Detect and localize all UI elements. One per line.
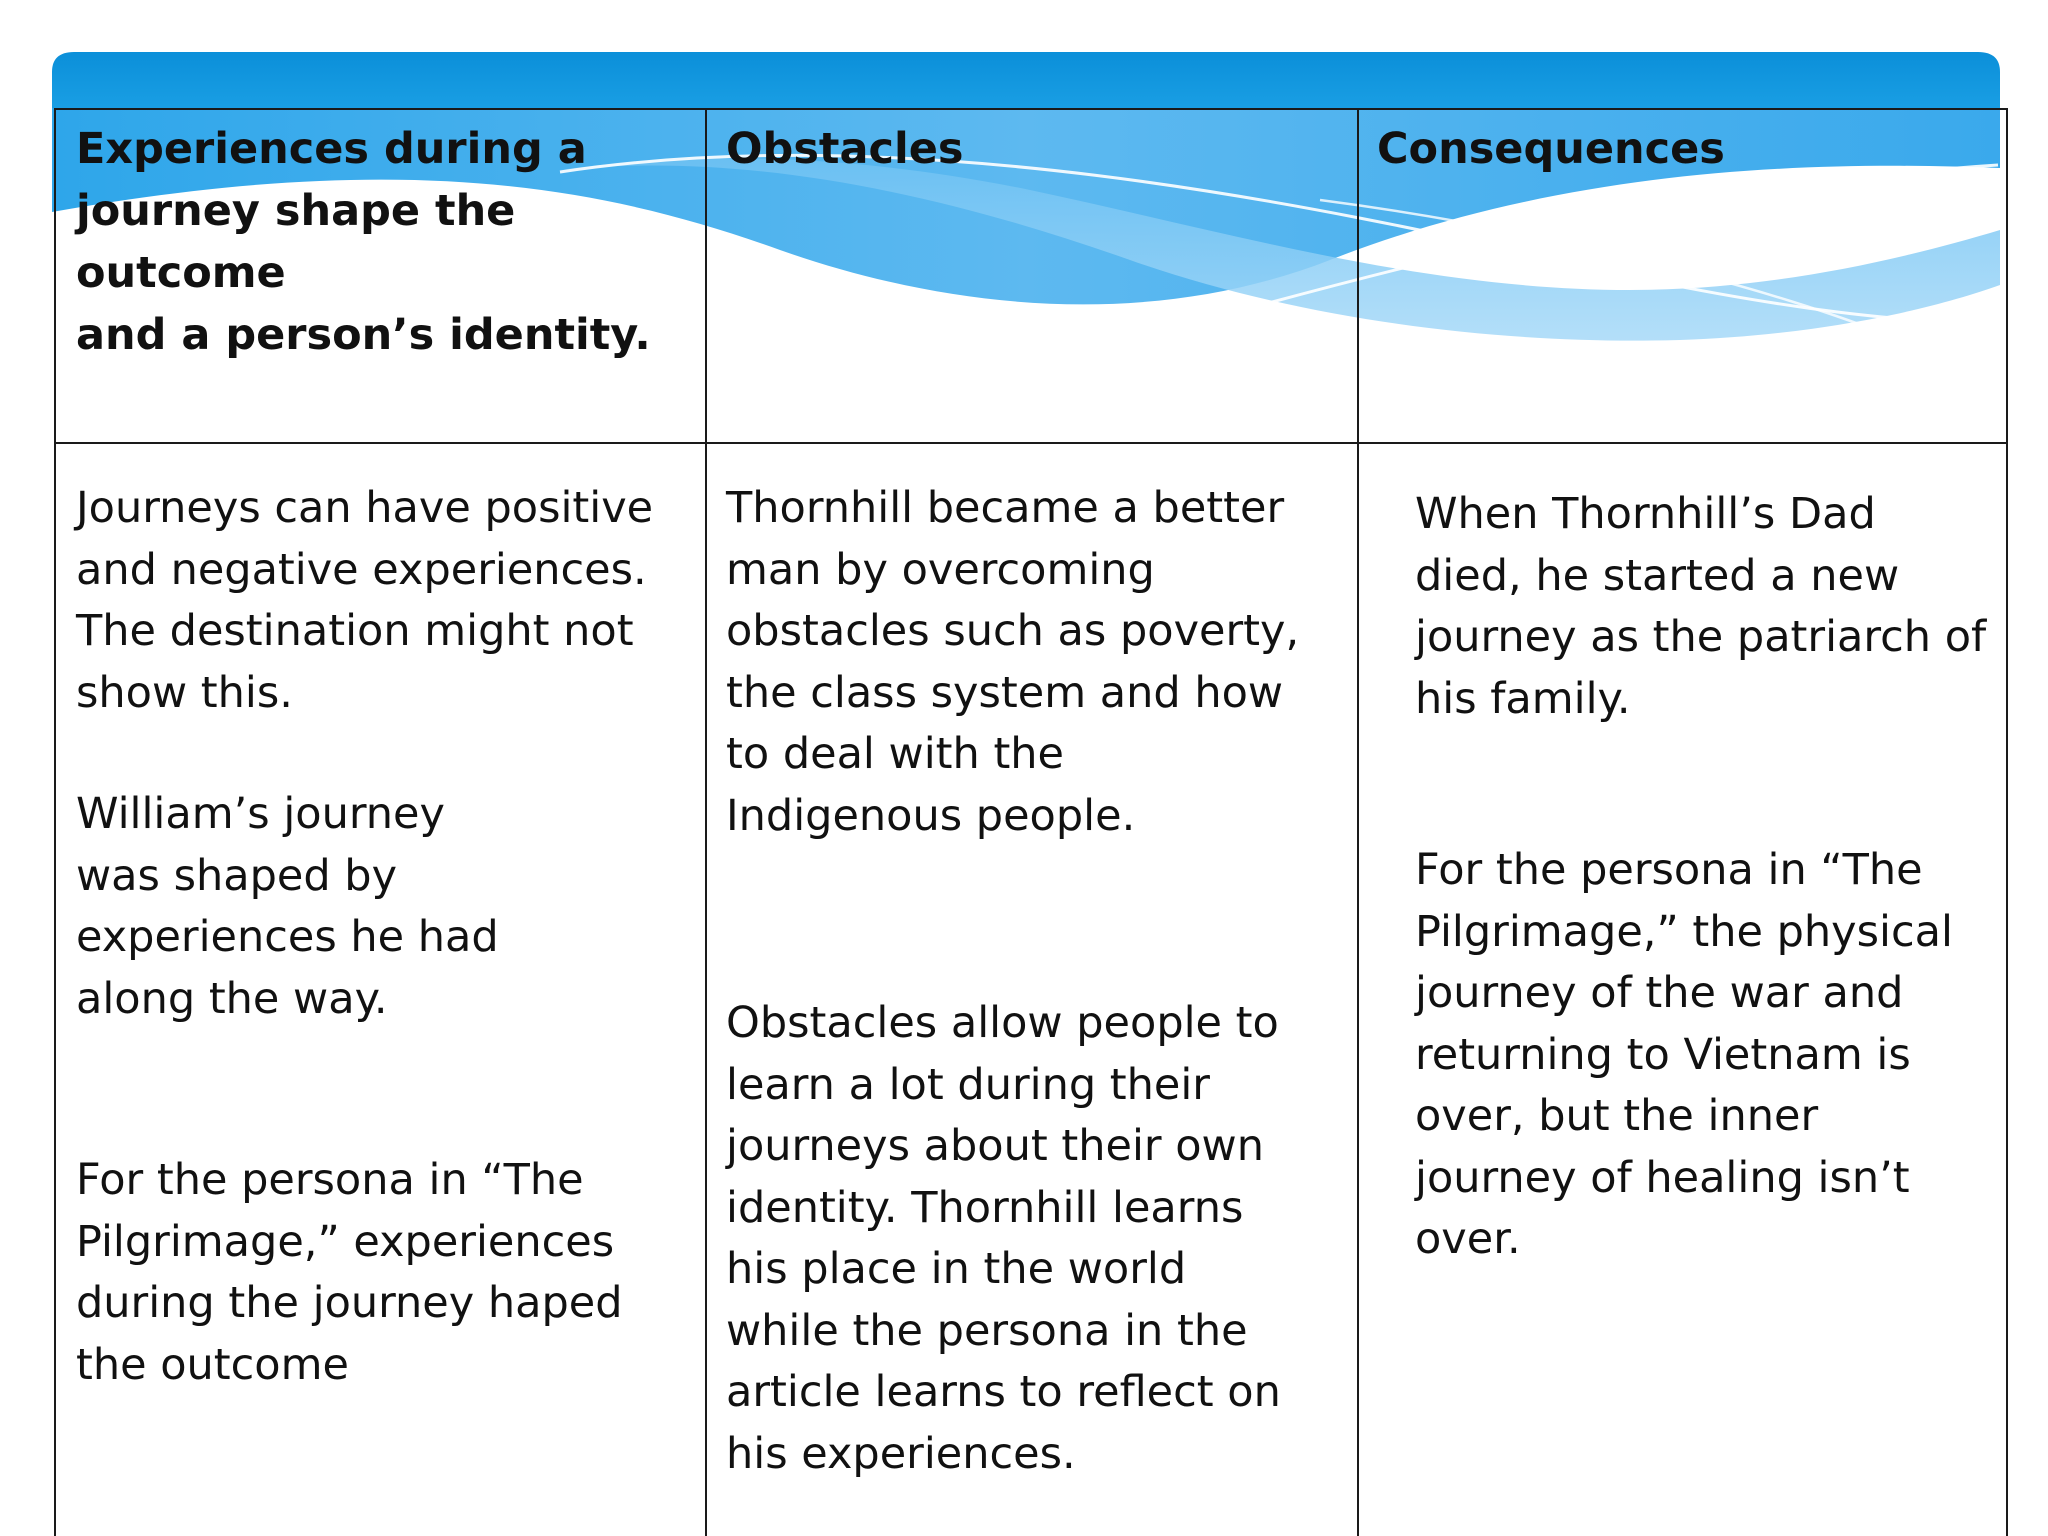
experiences-paragraph-2: William’s journey was shaped by experiences he had along the way.	[76, 789, 499, 1024]
cell-obstacles	[726, 478, 1346, 1485]
header-consequences	[1377, 118, 1997, 180]
header-obstacles-text: Obstacles	[726, 124, 964, 174]
obstacles-paragraph-2: Obstacles allow people to learn a lot during their journeys about their own identity. Thornhill learns his place in the world while the persona in the article learns to reflect on his experiences.	[726, 998, 1281, 1479]
cell-consequences	[1415, 484, 2005, 1271]
header-divider	[54, 442, 2008, 444]
header-experiences-text: Experiences during a journey shape the outcome and a person’s identity.	[76, 124, 651, 360]
consequences-paragraph-1: When Thornhill’s Dad died, he started a new journey as the patriarch of his family.	[1415, 489, 1987, 724]
header-experiences	[76, 118, 696, 366]
table	[54, 108, 2008, 1536]
cell-experiences	[76, 478, 696, 1396]
column-divider-2	[1357, 108, 1359, 1536]
column-divider-1	[705, 108, 707, 1536]
table-top-border	[54, 108, 2008, 110]
header-obstacles	[726, 118, 1346, 180]
table-left-border	[54, 108, 56, 1536]
experiences-paragraph-1: Journeys can have positive and negative experiences. The destination might not show this.	[76, 483, 654, 718]
experiences-paragraph-3: For the persona in “The Pilgrimage,” experiences during the journey haped the outcome	[76, 1155, 623, 1390]
consequences-paragraph-2: For the persona in “The Pilgrimage,” the physical journey of the war and returning to Vietnam is over, but the inner journey of healing isn’t over.	[1415, 845, 1953, 1264]
obstacles-paragraph-1: Thornhill became a better man by overcoming obstacles such as poverty, the class system and how to deal with the Indigenous people.	[726, 483, 1300, 841]
header-consequences-text: Consequences	[1377, 124, 1725, 174]
table-right-border	[2006, 108, 2008, 1536]
